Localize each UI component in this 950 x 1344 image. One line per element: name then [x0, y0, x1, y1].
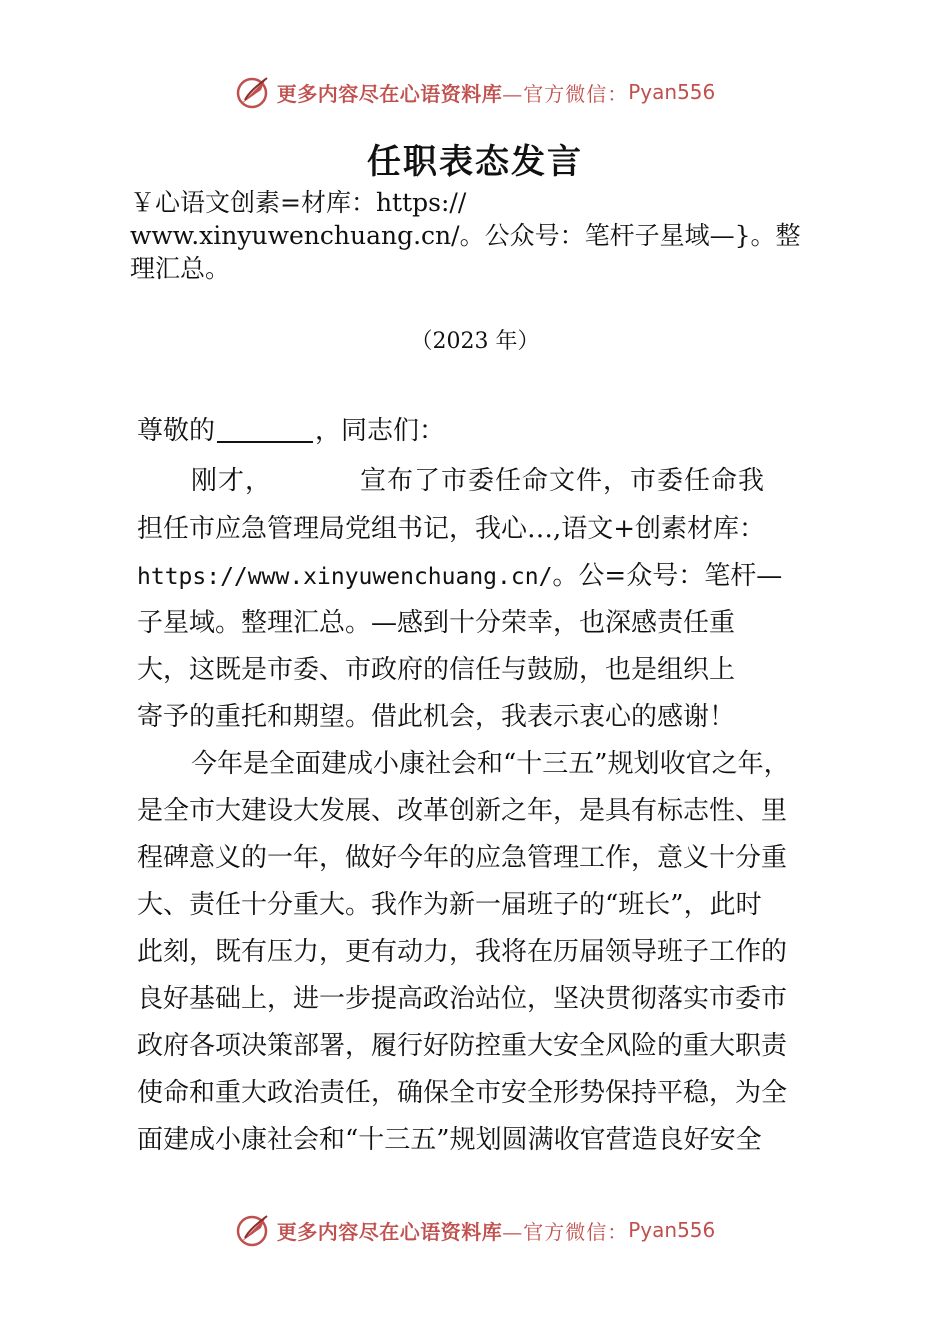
watermark-id: Pyan556: [628, 1218, 716, 1242]
para2-line-7: 政府各项决策部署，履行好防控重大安全风险的重大职责: [137, 1031, 788, 1061]
para2-line-4: 大、责任十分重大。我作为新一届班子的“班长”，此时: [137, 890, 762, 920]
para1-line-1b: 宣布了市委任命文件，市委任命我: [360, 466, 766, 496]
source-line-1: ￥心语文创素=材库：https://: [130, 188, 467, 217]
para1-line-6: 寄予的重托和期望。借此机会，我表示衷心的感谢！: [137, 702, 736, 732]
para2-line-1: 今年是全面建成小康社会和“十三五”规划收官之年，: [191, 749, 790, 779]
para1-line-3b: 。公=众号：笔杆—: [552, 561, 783, 591]
para1-line-2: 担任市应急管理局党组书记，我心…,语文+创素材库：: [137, 514, 766, 544]
para1-line-4: 子星域。整理汇总。—感到十分荣幸，也深感责任重: [137, 608, 736, 638]
source-line-2: www.xinyuwenchuang.cn/。公众号：笔杆子星域—}。整: [130, 221, 801, 250]
salutation: [137, 408, 827, 455]
salutation-blank: [217, 415, 313, 443]
salutation-suffix: ，同志们：: [315, 416, 446, 446]
para1-line-1a: 刚才，: [191, 466, 273, 496]
watermark-id: Pyan556: [628, 80, 716, 104]
para1-line-1: [191, 458, 881, 505]
para2-line-3: 程碑意义的一年，做好今年的应急管理工作，意义十分重: [137, 843, 788, 873]
para2-line-8: 使命和重大政治责任，确保全市安全形势保持平稳，为全: [137, 1078, 788, 1108]
watermark-sub: —官方微信：: [502, 1219, 629, 1244]
para2-line-5: 此刻，既有压力，更有动力，我将在历届领导班子工作的: [137, 937, 788, 967]
para1-url: https://www.xinyuwenchuang.cn/: [137, 564, 553, 590]
watermark-banner-bottom: [0, 1208, 950, 1252]
watermark-text: 更多内容尽在心语资料库: [276, 81, 503, 106]
salutation-prefix: 尊敬的: [137, 416, 216, 446]
para2-line-2: 是全市大建设大发展、改革创新之年，是具有标志性、里: [137, 796, 788, 826]
para2-line-6: 良好基础上，进一步提高政治站位，坚决贯彻落实市委市: [137, 984, 788, 1014]
para1-line-3: [137, 553, 827, 601]
watermark-banner-top: [0, 70, 950, 114]
watermark-sub: —官方微信：: [502, 81, 629, 106]
document-title: 任职表态发言: [367, 142, 583, 182]
quill-seal-logo-icon: [235, 74, 271, 110]
watermark-text: 更多内容尽在心语资料库: [276, 1219, 503, 1244]
para1-line-5: 大，这既是市委、市政府的信任与鼓励，也是组织上: [137, 655, 736, 685]
quill-seal-logo-icon: [235, 1212, 271, 1248]
source-line-3: 理汇总。: [130, 254, 231, 283]
document-year: （2023 年）: [410, 329, 540, 354]
para2-line-9: 面建成小康社会和“十三五”规划圆满收官营造良好安全: [137, 1125, 762, 1155]
